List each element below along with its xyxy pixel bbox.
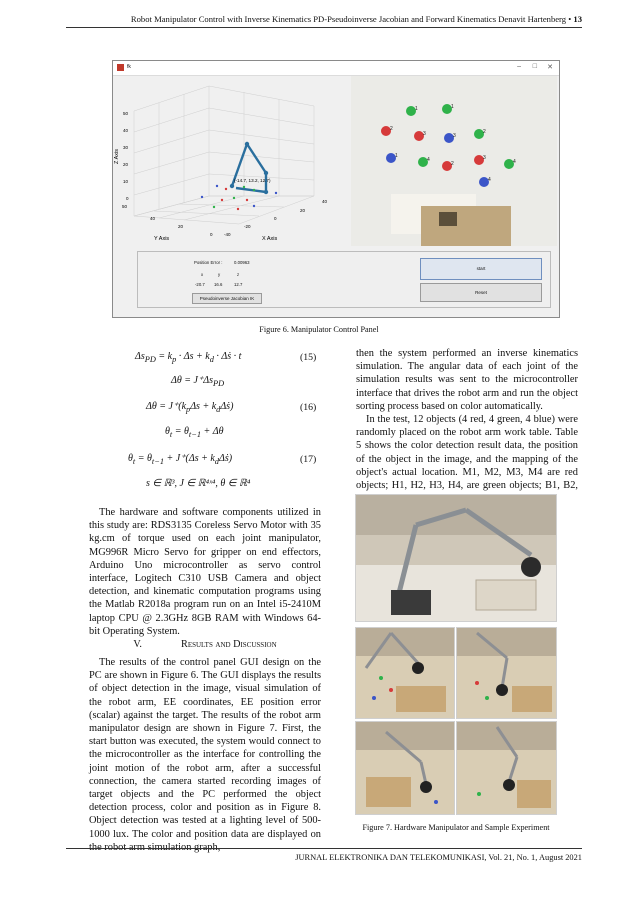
header-rule: [66, 27, 582, 28]
arm-joint: [245, 142, 249, 146]
window-title: fk: [127, 64, 131, 70]
x-axis-label: X Axis: [262, 236, 278, 242]
start-button[interactable]: start: [420, 258, 542, 280]
experiment-photo-1: [355, 627, 455, 719]
arm-joint: [264, 171, 268, 175]
y-tick: 40: [150, 216, 156, 221]
section-number: V.: [133, 639, 142, 650]
experiment-photo-2: [456, 627, 557, 719]
y-tick: 50: [122, 204, 128, 209]
equation-16: $\Delta\theta = J^+(k_p\Delta s$ + $k_d\Delta ṡ$): [146, 401, 234, 414]
page-number: 13: [573, 14, 582, 24]
y-axis-label: Y Axis: [154, 236, 170, 242]
object-label: 1: [451, 104, 454, 110]
results-paragraph: The results of the control panel GUI design on the PC are shown in Figure 6. The GUI displays the results of object detection in the image, visual simulation of the robot arm, EE coordinates, EE position error (scalar) against the target. The results of the robot arm manipulator design are shown in Figure 7. First, the start button was executed, the system would connect to the microcontroller as the interface for controlling the joint motion of the robot arm, after a successful connection, the camera started recording images of target objects and the PC performed the object detection process, color and position as in Figure 8. Object detection was tested at a lighting level of 500-1000 lux. The color and position data are displayed on: [89, 657, 321, 840]
arm-joint: [264, 190, 268, 194]
z-tick: 20: [123, 162, 129, 167]
x-tick: -40: [224, 232, 231, 237]
figure6-caption: Figure 6. Manipulator Control Panel: [259, 325, 379, 334]
minimize-icon[interactable]: –: [517, 63, 521, 70]
object-label: 3: [423, 131, 426, 137]
hardware-paragraph: The hardware and software components utilized in this study are: RDS3135 Coreless Servo Motor with 35 kg.cm of torque used on each joint manipulator, MG996R Micro Servo for gripper on end effectors, Arduino Uno microcontroller as servo control interface, Logitech C310 USB Camera and object detection, and kinematic computation programs using the Matlab R2018a program run on an Intel i5-2410M laptop CPU @ 2.3GHz 8GB RAM with Windows 64-bit Operating System.: [89, 507, 321, 637]
coord-header-x: x: [201, 272, 204, 277]
object-label: 4: [488, 177, 491, 183]
z-tick: 10: [123, 179, 129, 184]
ik-control-panel: [137, 251, 551, 308]
robot-arm-links: [232, 144, 266, 192]
experiment-photo-3: [355, 721, 455, 815]
coord-value-y: 16.6: [214, 282, 223, 287]
equation-delta-theta: $\Delta\theta = J^+\Delta s_{PD}$: [171, 375, 225, 388]
x-tick: 20: [300, 208, 306, 213]
coord-value-z: 12.7: [234, 282, 243, 287]
pseudoinverse-ik-button[interactable]: Pseudoinverse Jacobian IK: [192, 293, 262, 304]
window-titlebar: [113, 61, 559, 76]
z-tick: 30: [123, 145, 129, 150]
simulation-paragraph: then the system performed an inverse kinematics simulation. The angular data of each joint of the simulation results was sent to the microcontroller interface that drives the robot arm and run the object sorting process based on color automatically.: [356, 348, 578, 412]
object-label: 2: [390, 126, 393, 132]
x-tick: -20: [244, 224, 251, 229]
equation-17: $\theta_t = \theta_{t-1} + J^+(\Delta s$ + $k_d\Delta ṡ$): [128, 453, 233, 466]
object-label: 3: [483, 155, 486, 161]
coord-header-y: y: [218, 272, 221, 277]
position-error-label: Position Error :: [194, 260, 223, 265]
object-label: 4: [427, 157, 430, 163]
coord-header-z: z: [237, 272, 240, 277]
z-tick: 50: [123, 111, 129, 116]
end-effector: [230, 184, 234, 188]
object-label: 3: [453, 133, 456, 139]
running-title: Robot Manipulator Control with Inverse Kinematics PD-Pseudoinverse Jacobian and Forward Kinematics Denavit Hartenberg: [130, 14, 567, 24]
x-tick: 40: [322, 199, 328, 204]
reset-button[interactable]: Reset: [420, 283, 542, 302]
z-tick: 40: [123, 128, 129, 133]
y-tick: 0: [210, 232, 213, 237]
equation-15: $\Delta s_{PD} = k_p \cdot \Delta s + k_d$ · Δṡ · t: [135, 351, 242, 364]
y-tick: 20: [178, 224, 184, 229]
maximize-icon[interactable]: □: [532, 63, 537, 70]
section-heading: [89, 639, 321, 650]
equation-number: (16): [300, 402, 317, 413]
hardware-manipulator-photo: [355, 494, 557, 622]
coord-value-x: -20.7: [195, 282, 205, 287]
object-label: 2: [451, 161, 454, 167]
z-tick: 0: [126, 196, 129, 201]
equation-domains: s ∈ ℝ³, J ∈ ℝ⁴ˣ⁴, θ ∈ ℝ⁴: [146, 478, 251, 489]
equation-number: (15): [300, 352, 317, 363]
camera-detection-view: [351, 76, 557, 246]
end-effector-label: (-14.7, 13.2, 12.7): [234, 178, 271, 183]
object-label: 4: [513, 159, 516, 165]
test-paragraph: In the test, 12 objects (4 red, 4 green, 4 blue) were randomly placed on the robot arm work table. Table 5 shows the color detection result data, the position of the object in the image, and the mapping of the object's actual location. M1, M2, M3, M4 are red objects; H1, H2, H3, H4, are green objects; B1, B2,: [356, 414, 578, 492]
equation-theta-update: $\theta_t = \theta_{t-1} + \Delta\theta$: [165, 426, 224, 439]
object-label: 1: [415, 106, 418, 112]
position-error-value: 0.00963: [234, 260, 250, 265]
robot-arm-3d-plot[interactable]: [114, 76, 346, 244]
equation-number: (17): [300, 454, 317, 465]
object-label: 2: [483, 129, 486, 135]
running-header: [131, 14, 582, 24]
header-bullet: •: [568, 14, 572, 24]
section-title: Results and Discussion: [181, 639, 277, 650]
journal-footer: JURNAL ELEKTRONIKA DAN TELEKOMUNIKASI, Vol. 21, No. 1, August 2021: [295, 853, 582, 862]
experiment-photo-4: [456, 721, 557, 815]
close-icon[interactable]: ✕: [547, 64, 553, 71]
z-axis-label: Z Axis: [114, 149, 120, 164]
object-label: 1: [395, 153, 398, 159]
matlab-icon: [117, 64, 124, 71]
footer-rule: [66, 848, 582, 849]
figure7-caption: Figure 7. Hardware Manipulator and Sample Experiment: [362, 823, 550, 832]
x-tick: 0: [274, 216, 277, 221]
robot-base-photo: [421, 206, 511, 246]
gui-window: [112, 60, 560, 318]
